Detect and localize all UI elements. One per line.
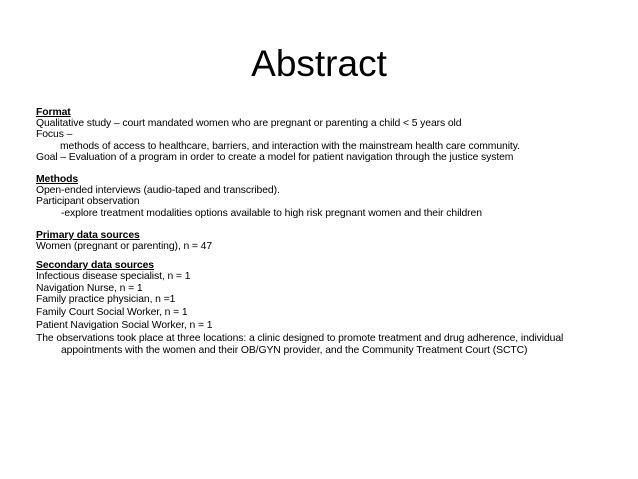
format-heading: Format [36,107,71,118]
slide-title: Abstract [251,43,387,84]
secondary-sources-heading: Secondary data sources [36,260,154,272]
methods-line-explore: -explore treatment modalities options available to high risk pregnant women and their children [61,207,482,219]
observations-paragraph: The observations took place at three locations: a clinic designed to promote treatment and drug adherence, individual appointments with the women and their OB/GYN provider, and the Community Treatment Court (SCTC) [36,333,564,356]
secondary-source-item: Navigation Nurse, n = 1 [36,282,143,294]
primary-source-women: Women (pregnant or parenting), n = 47 [36,241,213,253]
methods-line-observation: Participant observation [36,196,140,208]
format-line-study: Qualitative study – court mandated women who are pregnant or parenting a child < 5 years old [36,118,462,130]
secondary-source-item: Infectious disease specialist, n = 1 [36,271,191,283]
methods-line-interviews: Open-ended interviews (audio-taped and transcribed). [36,185,280,197]
methods-heading: Methods [36,174,79,186]
secondary-source-item: Family Court Social Worker, n = 1 [36,307,188,319]
secondary-source-item: Family practice physician, n =1 [36,293,176,305]
abstract-body [36,107,626,356]
secondary-source-item: Patient Navigation Social Worker, n = 1 [36,320,213,332]
primary-sources-heading: Primary data sources [36,229,140,241]
format-line-focus: Focus – [36,129,73,141]
format-line-focus-detail: methods of access to healthcare, barriers, and interaction with the mainstream health care community. [60,140,520,152]
format-line-goal: Goal – Evaluation of a program in order to create a model for patient navigation through the justice system [36,151,514,163]
